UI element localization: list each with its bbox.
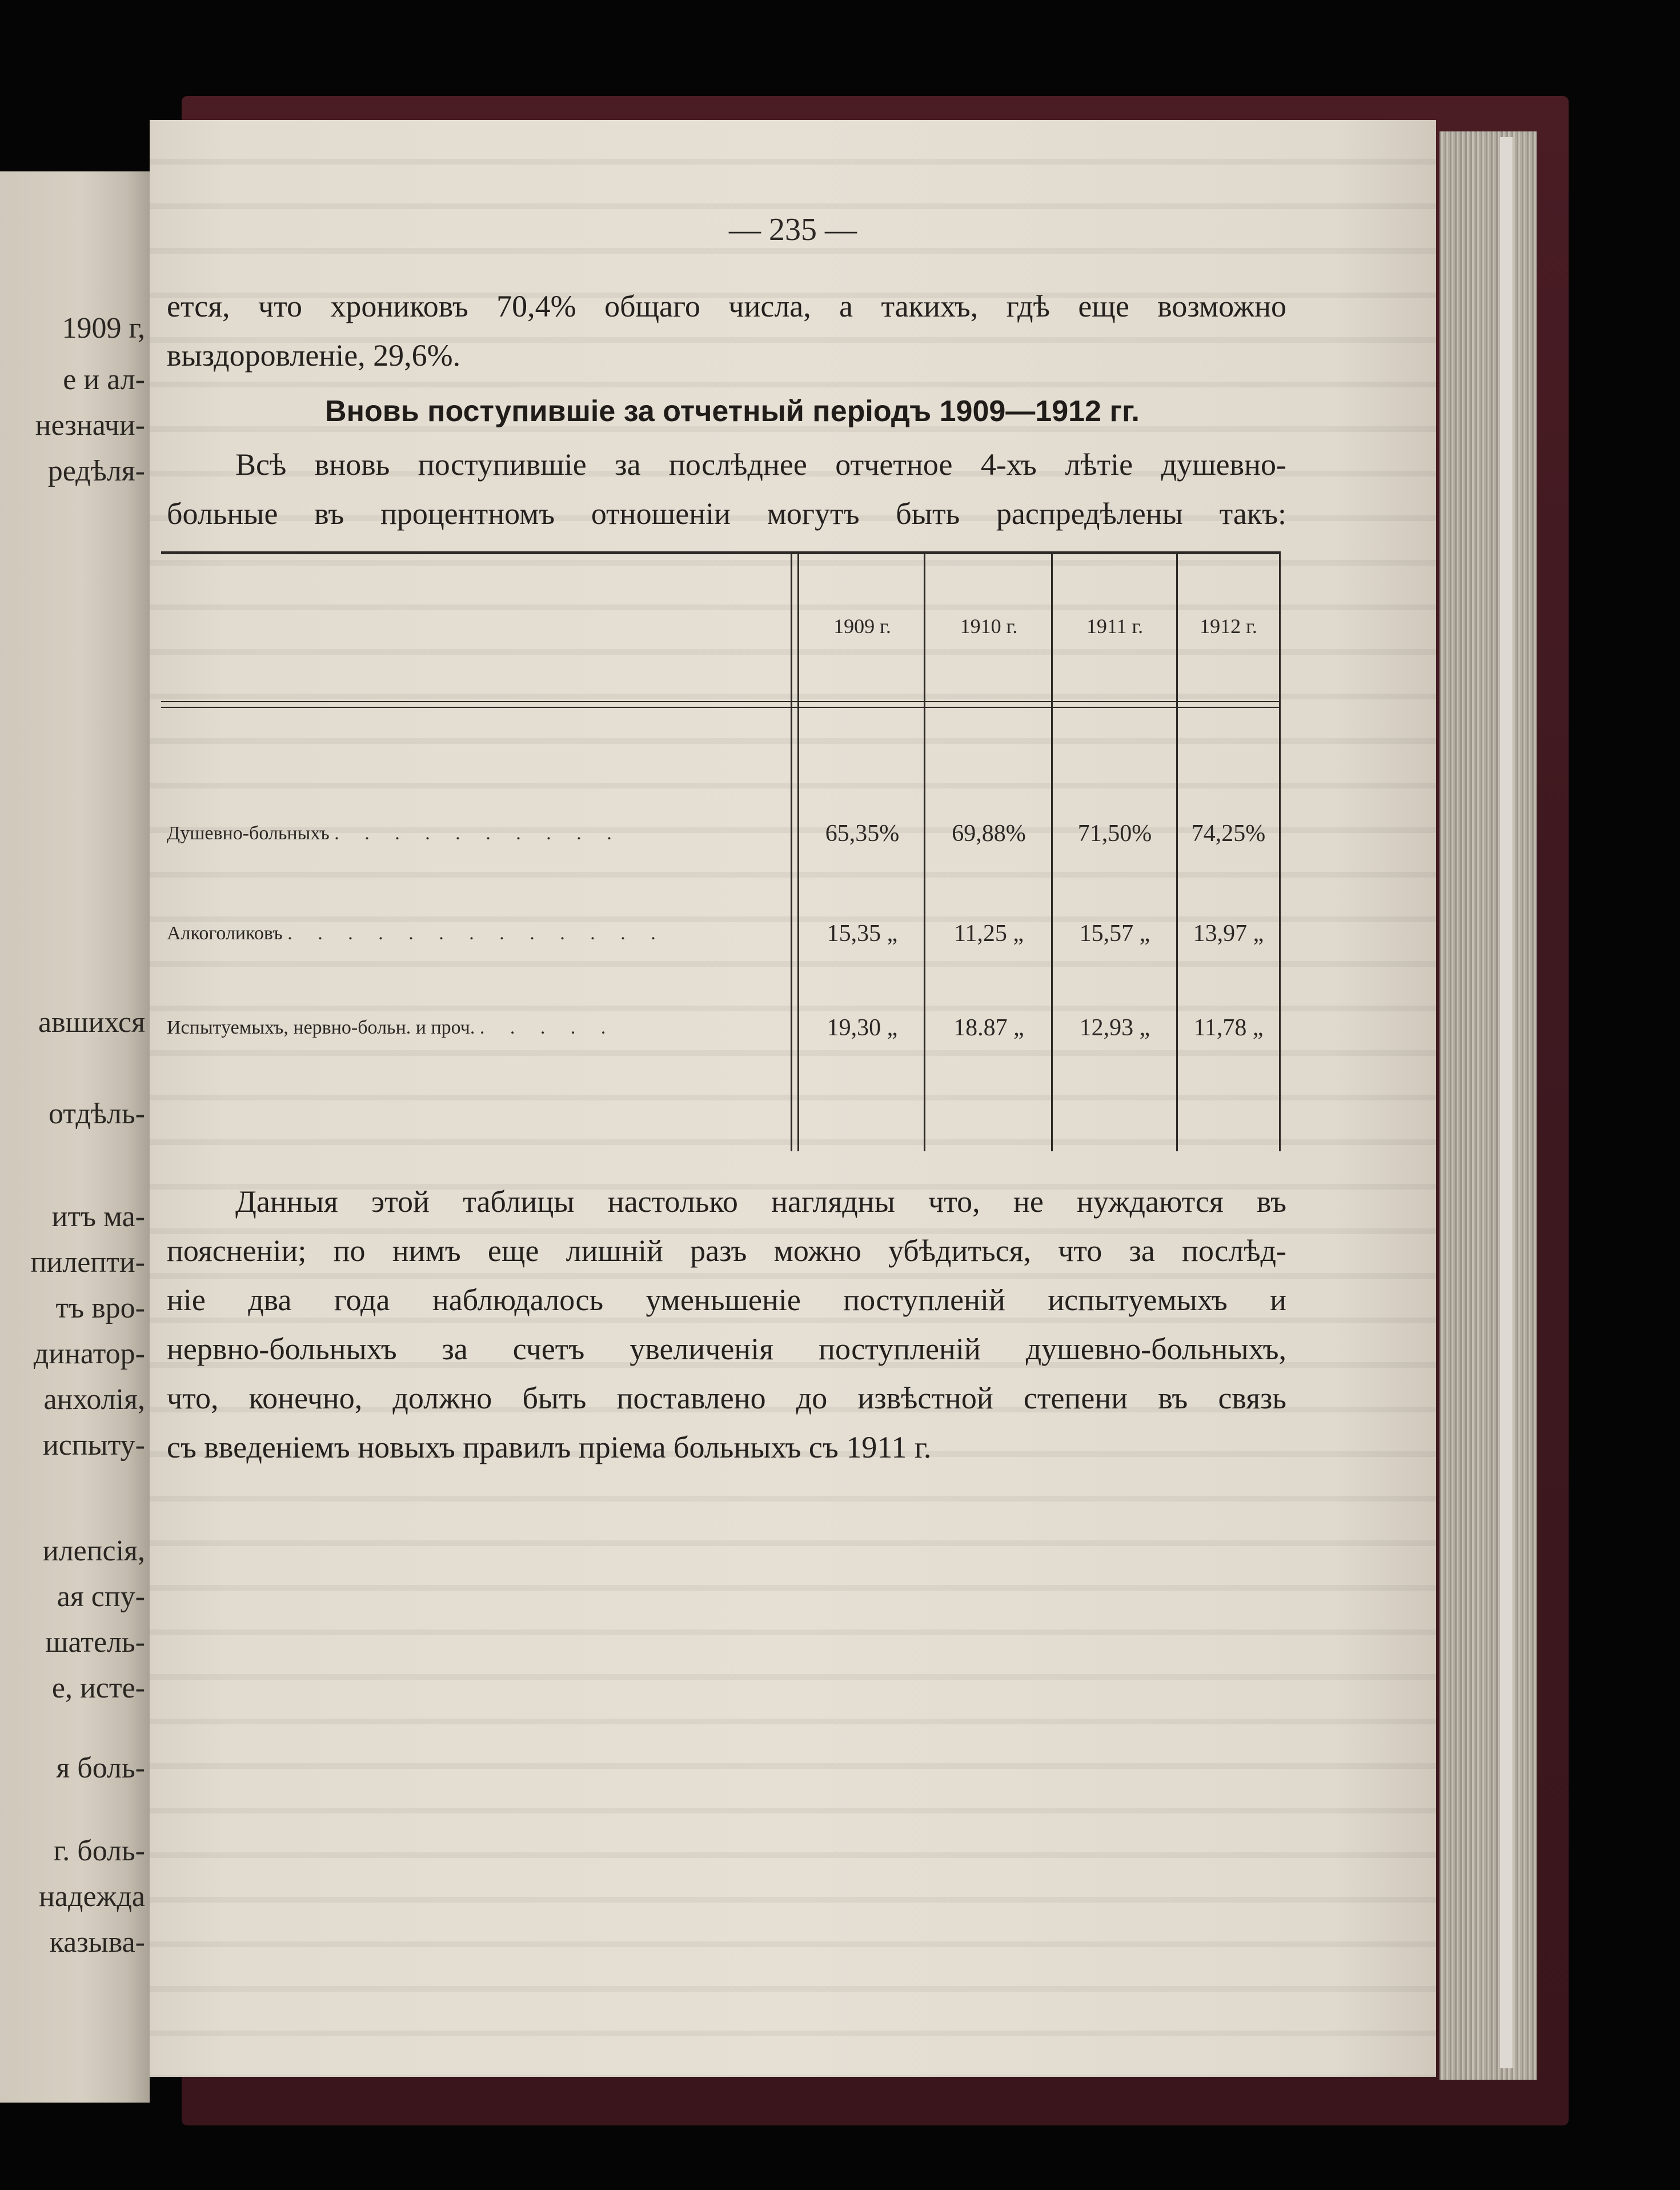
column-divider — [1051, 551, 1053, 1151]
row-label-examinees — [167, 1017, 778, 1039]
table-cell: 74,25% — [1191, 820, 1266, 847]
table-cell: 15,35 „ — [827, 920, 898, 947]
column-divider — [924, 551, 925, 1151]
intro-paragraph — [167, 282, 1286, 380]
row-label-alcoholics — [167, 923, 778, 944]
table-right-border — [1279, 551, 1281, 1151]
left-margin-line: я боль- — [56, 1752, 145, 1784]
column-header-1910: 1910 г. — [960, 615, 1018, 638]
table-cell: 65,35% — [825, 820, 900, 847]
left-margin-line: тъ вро- — [55, 1292, 145, 1324]
column-header-1909: 1909 г. — [833, 615, 891, 638]
left-margin-line: итъ ма- — [51, 1200, 145, 1233]
left-margin-line: авшихся — [38, 1006, 145, 1039]
left-margin-line: испыту- — [42, 1429, 145, 1462]
table-cell: 18.87 „ — [953, 1015, 1024, 1041]
row-label-text: Испытуемыхъ, нервно-больн. и проч. — [167, 1017, 475, 1038]
left-margin-line: шатель- — [45, 1626, 145, 1659]
text-line: ніе два года наблюдалось уменьшеніе поступленій испытуемыхъ и — [167, 1283, 1286, 1317]
table-cell: 11,25 „ — [953, 920, 1024, 947]
left-margin-line: динатор- — [33, 1338, 145, 1370]
left-margin-line: г. боль- — [53, 1835, 145, 1867]
text-line: поясненіи; по нимъ еще лишній разъ можно убѣдиться, что за послѣд- — [167, 1234, 1286, 1268]
text-line: съ введеніемъ новыхъ правилъ пріема больныхъ съ 1911 г. — [167, 1430, 932, 1464]
left-margin-line: е, исте- — [51, 1672, 145, 1704]
left-margin-line: 1909 г, — [62, 312, 145, 345]
left-margin-line: редѣля- — [47, 455, 145, 487]
text-line: выздоровленіе, 29,6%. — [167, 338, 461, 373]
page-number: — 235 — — [729, 212, 857, 247]
leader-dots: . . . . . — [479, 1017, 616, 1038]
column-header-1911: 1911 г. — [1086, 615, 1144, 638]
section-heading: Вновь поступившіе за отчетный періодъ 1909—1912 гг. — [325, 395, 1140, 428]
table-header-rule — [161, 701, 1281, 702]
left-margin-line: казыва- — [49, 1926, 145, 1959]
table-cell: 19,30 „ — [827, 1015, 898, 1041]
table-cell: 71,50% — [1077, 820, 1152, 847]
table-cell: 12,93 „ — [1079, 1015, 1150, 1041]
left-margin-line: незначи- — [35, 409, 145, 442]
column-divider — [791, 551, 792, 1151]
text-line: Данныя этой таблицы настолько наглядны что, не нуждаются въ — [235, 1184, 1286, 1219]
table-cell: 15,57 „ — [1079, 920, 1150, 947]
left-facing-page — [0, 171, 150, 2103]
row-label-mental-patients — [167, 823, 778, 844]
page-edge-highlight — [1500, 137, 1513, 2068]
row-label-text: Душевно-больныхъ — [167, 823, 330, 844]
left-margin-line: илепсія, — [42, 1535, 145, 1567]
row-label-text: Алкоголиковъ — [167, 923, 283, 944]
leader-dots: . . . . . . . . . . — [334, 823, 622, 844]
page-edges — [1440, 131, 1537, 2080]
table-header-rule — [161, 707, 1281, 708]
table-top-rule — [161, 551, 1281, 554]
table-cell: 69,88% — [952, 820, 1026, 847]
left-margin-line: пилепти- — [30, 1246, 145, 1279]
conclusion-paragraph — [167, 1177, 1286, 1472]
section-intro-paragraph — [167, 440, 1286, 538]
left-margin-line: отдѣль- — [48, 1098, 145, 1130]
leader-dots: . . . . . . . . . . . . . — [287, 923, 666, 944]
statistics-table — [161, 551, 1281, 1151]
column-header-1912: 1912 г. — [1200, 615, 1257, 638]
text-line: нервно-больныхъ за счетъ увеличенія поступленій душевно-больныхъ, — [167, 1332, 1286, 1366]
book-page — [150, 120, 1436, 2077]
left-margin-line: ая спу- — [57, 1580, 145, 1613]
text-line: больные въ процентномъ отношеніи могутъ быть распредѣлены такъ: — [167, 497, 1286, 531]
table-cell: 11,78 „ — [1193, 1015, 1264, 1041]
left-margin-line: анхолія, — [43, 1383, 145, 1416]
column-divider — [797, 551, 799, 1151]
left-margin-line: е и ал- — [63, 363, 145, 396]
column-divider — [1176, 551, 1178, 1151]
text-line: что, конечно, должно быть поставлено до извѣстной степени въ связь — [167, 1381, 1286, 1415]
text-line: ется, что хрониковъ 70,4% общаго числа, а такихъ, гдѣ еще возможно — [167, 289, 1286, 323]
left-margin-line: надежда — [39, 1880, 145, 1913]
table-cell: 13,97 „ — [1193, 920, 1264, 947]
text-line: Всѣ вновь поступившіе за послѣднее отчетное 4-хъ лѣтіе душевно- — [235, 447, 1286, 482]
